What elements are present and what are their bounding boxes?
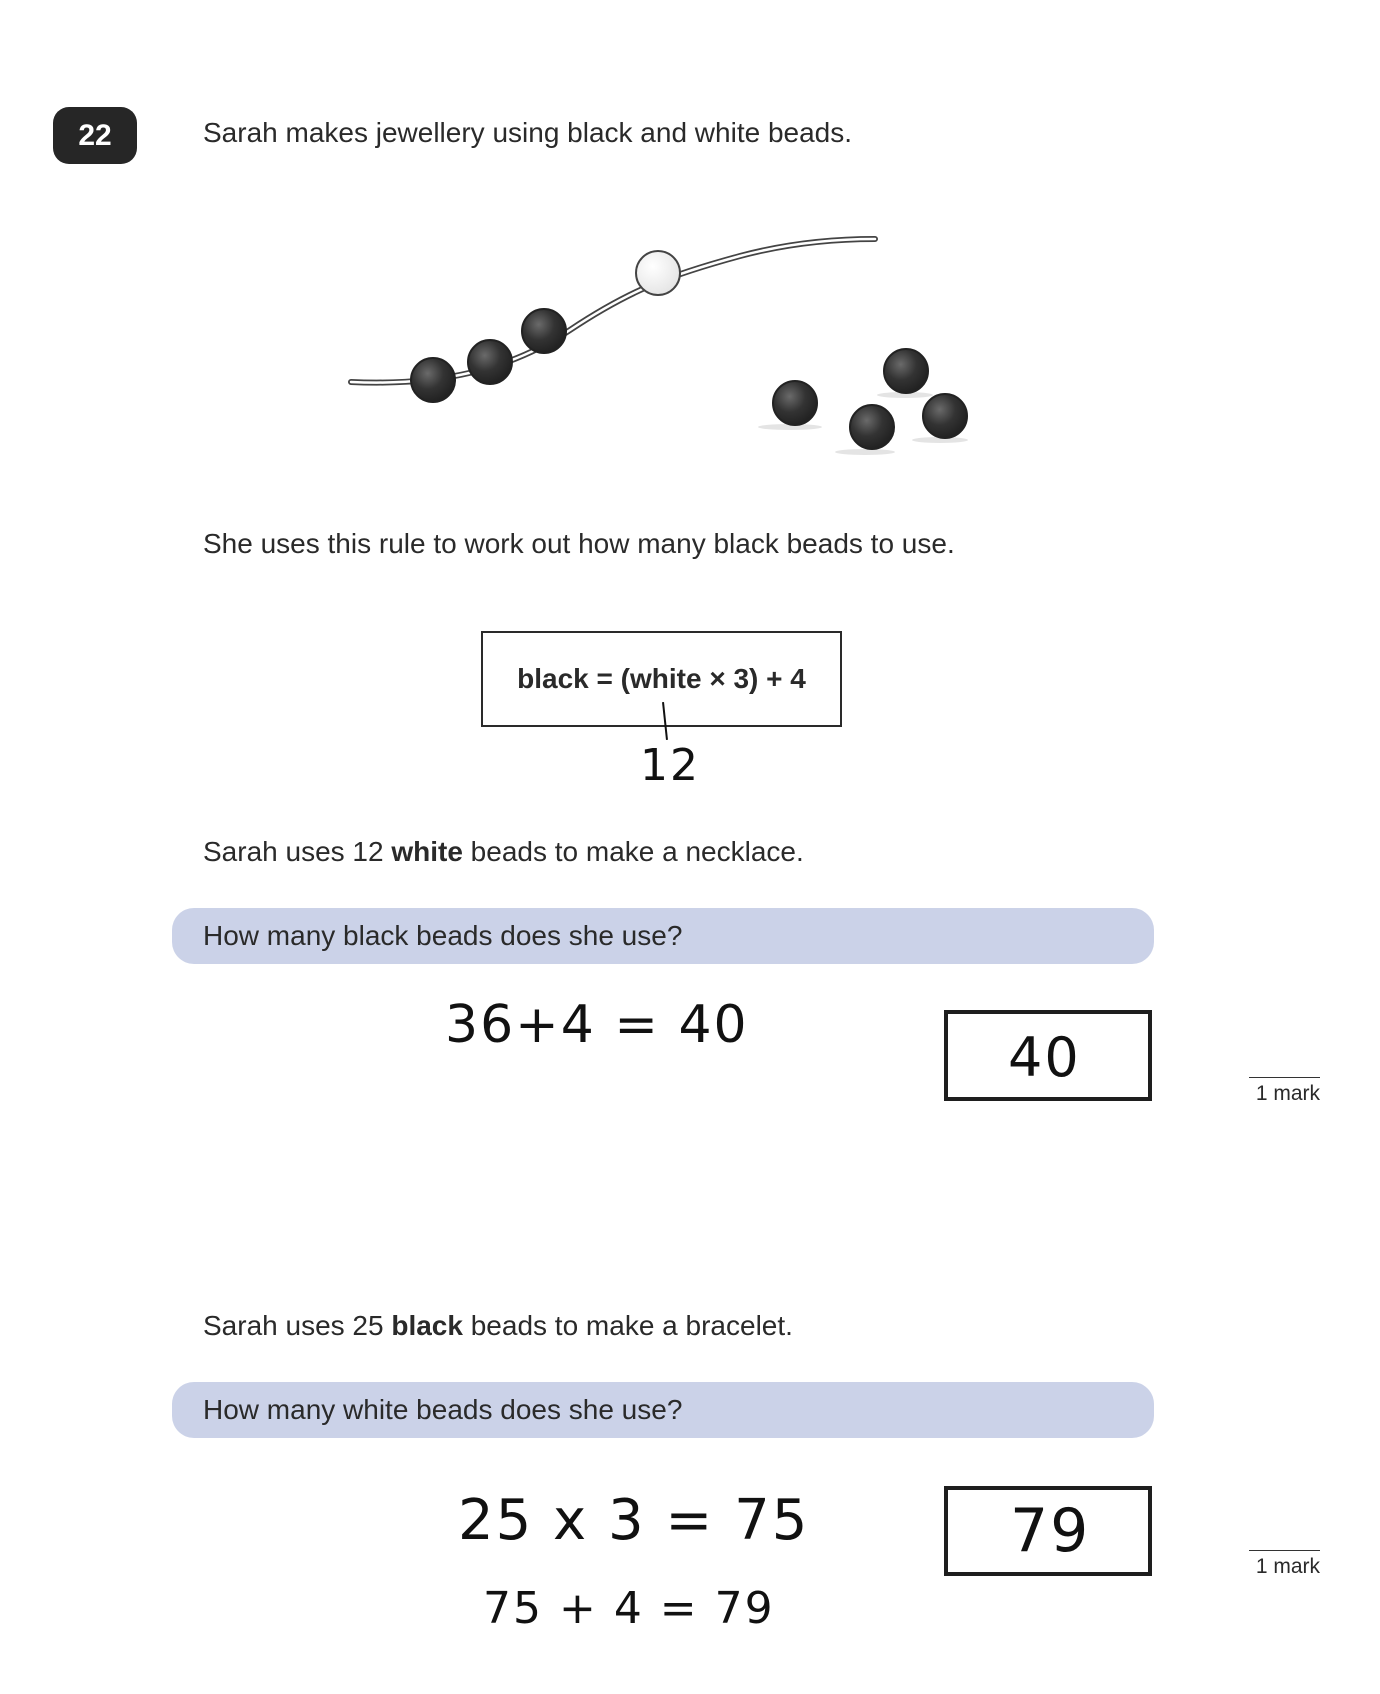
black-bead [923, 394, 967, 438]
part-b-statement-bold: black [391, 1310, 463, 1341]
black-bead [468, 340, 512, 384]
part-a-question-band [172, 908, 1154, 964]
part-a-answer: 40 [1008, 1026, 1081, 1089]
part-a-working: 36+4 = 40 [445, 995, 749, 1055]
rule-formula: black = (white × 3) + 4 [517, 663, 806, 694]
black-bead [850, 405, 894, 449]
part-b-question: How many white beads does she use? [203, 1394, 683, 1425]
black-bead [773, 381, 817, 425]
beads-illustration [340, 220, 990, 470]
rule-box [481, 631, 842, 727]
part-a-statement-start: Sarah uses 12 [203, 836, 392, 867]
rule-intro-text: She uses this rule to work out how many black beads to use. [203, 528, 955, 559]
question-number-badge: 22 [53, 107, 137, 164]
part-b-question-band [172, 1382, 1154, 1438]
white-bead [636, 251, 680, 295]
intro-text: Sarah makes jewellery using black and white beads. [203, 117, 853, 148]
part-b-answer-box[interactable] [944, 1486, 1152, 1576]
part-b-statement-start: Sarah uses 25 [203, 1310, 392, 1341]
black-bead [411, 358, 455, 402]
black-bead [884, 349, 928, 393]
part-b-working-line-2: 75 + 4 = 79 [483, 1583, 775, 1634]
part-a-mark: 1 mark [1249, 1077, 1320, 1106]
part-b-answer: 79 [1010, 1496, 1091, 1566]
part-a-statement-end: beads to make a necklace. [462, 836, 804, 867]
rule-annotation: 12 [640, 740, 700, 791]
part-a-statement [203, 836, 804, 868]
black-bead [522, 309, 566, 353]
part-a-question: How many black beads does she use? [203, 920, 683, 951]
part-b-statement [203, 1310, 793, 1342]
part-a-statement-bold: white [391, 836, 463, 867]
part-a-answer-box[interactable] [944, 1010, 1152, 1101]
part-b-working-line-1: 25 x 3 = 75 [458, 1488, 810, 1553]
part-b-mark: 1 mark [1249, 1550, 1320, 1579]
part-b-statement-end: beads to make a bracelet. [462, 1310, 793, 1341]
